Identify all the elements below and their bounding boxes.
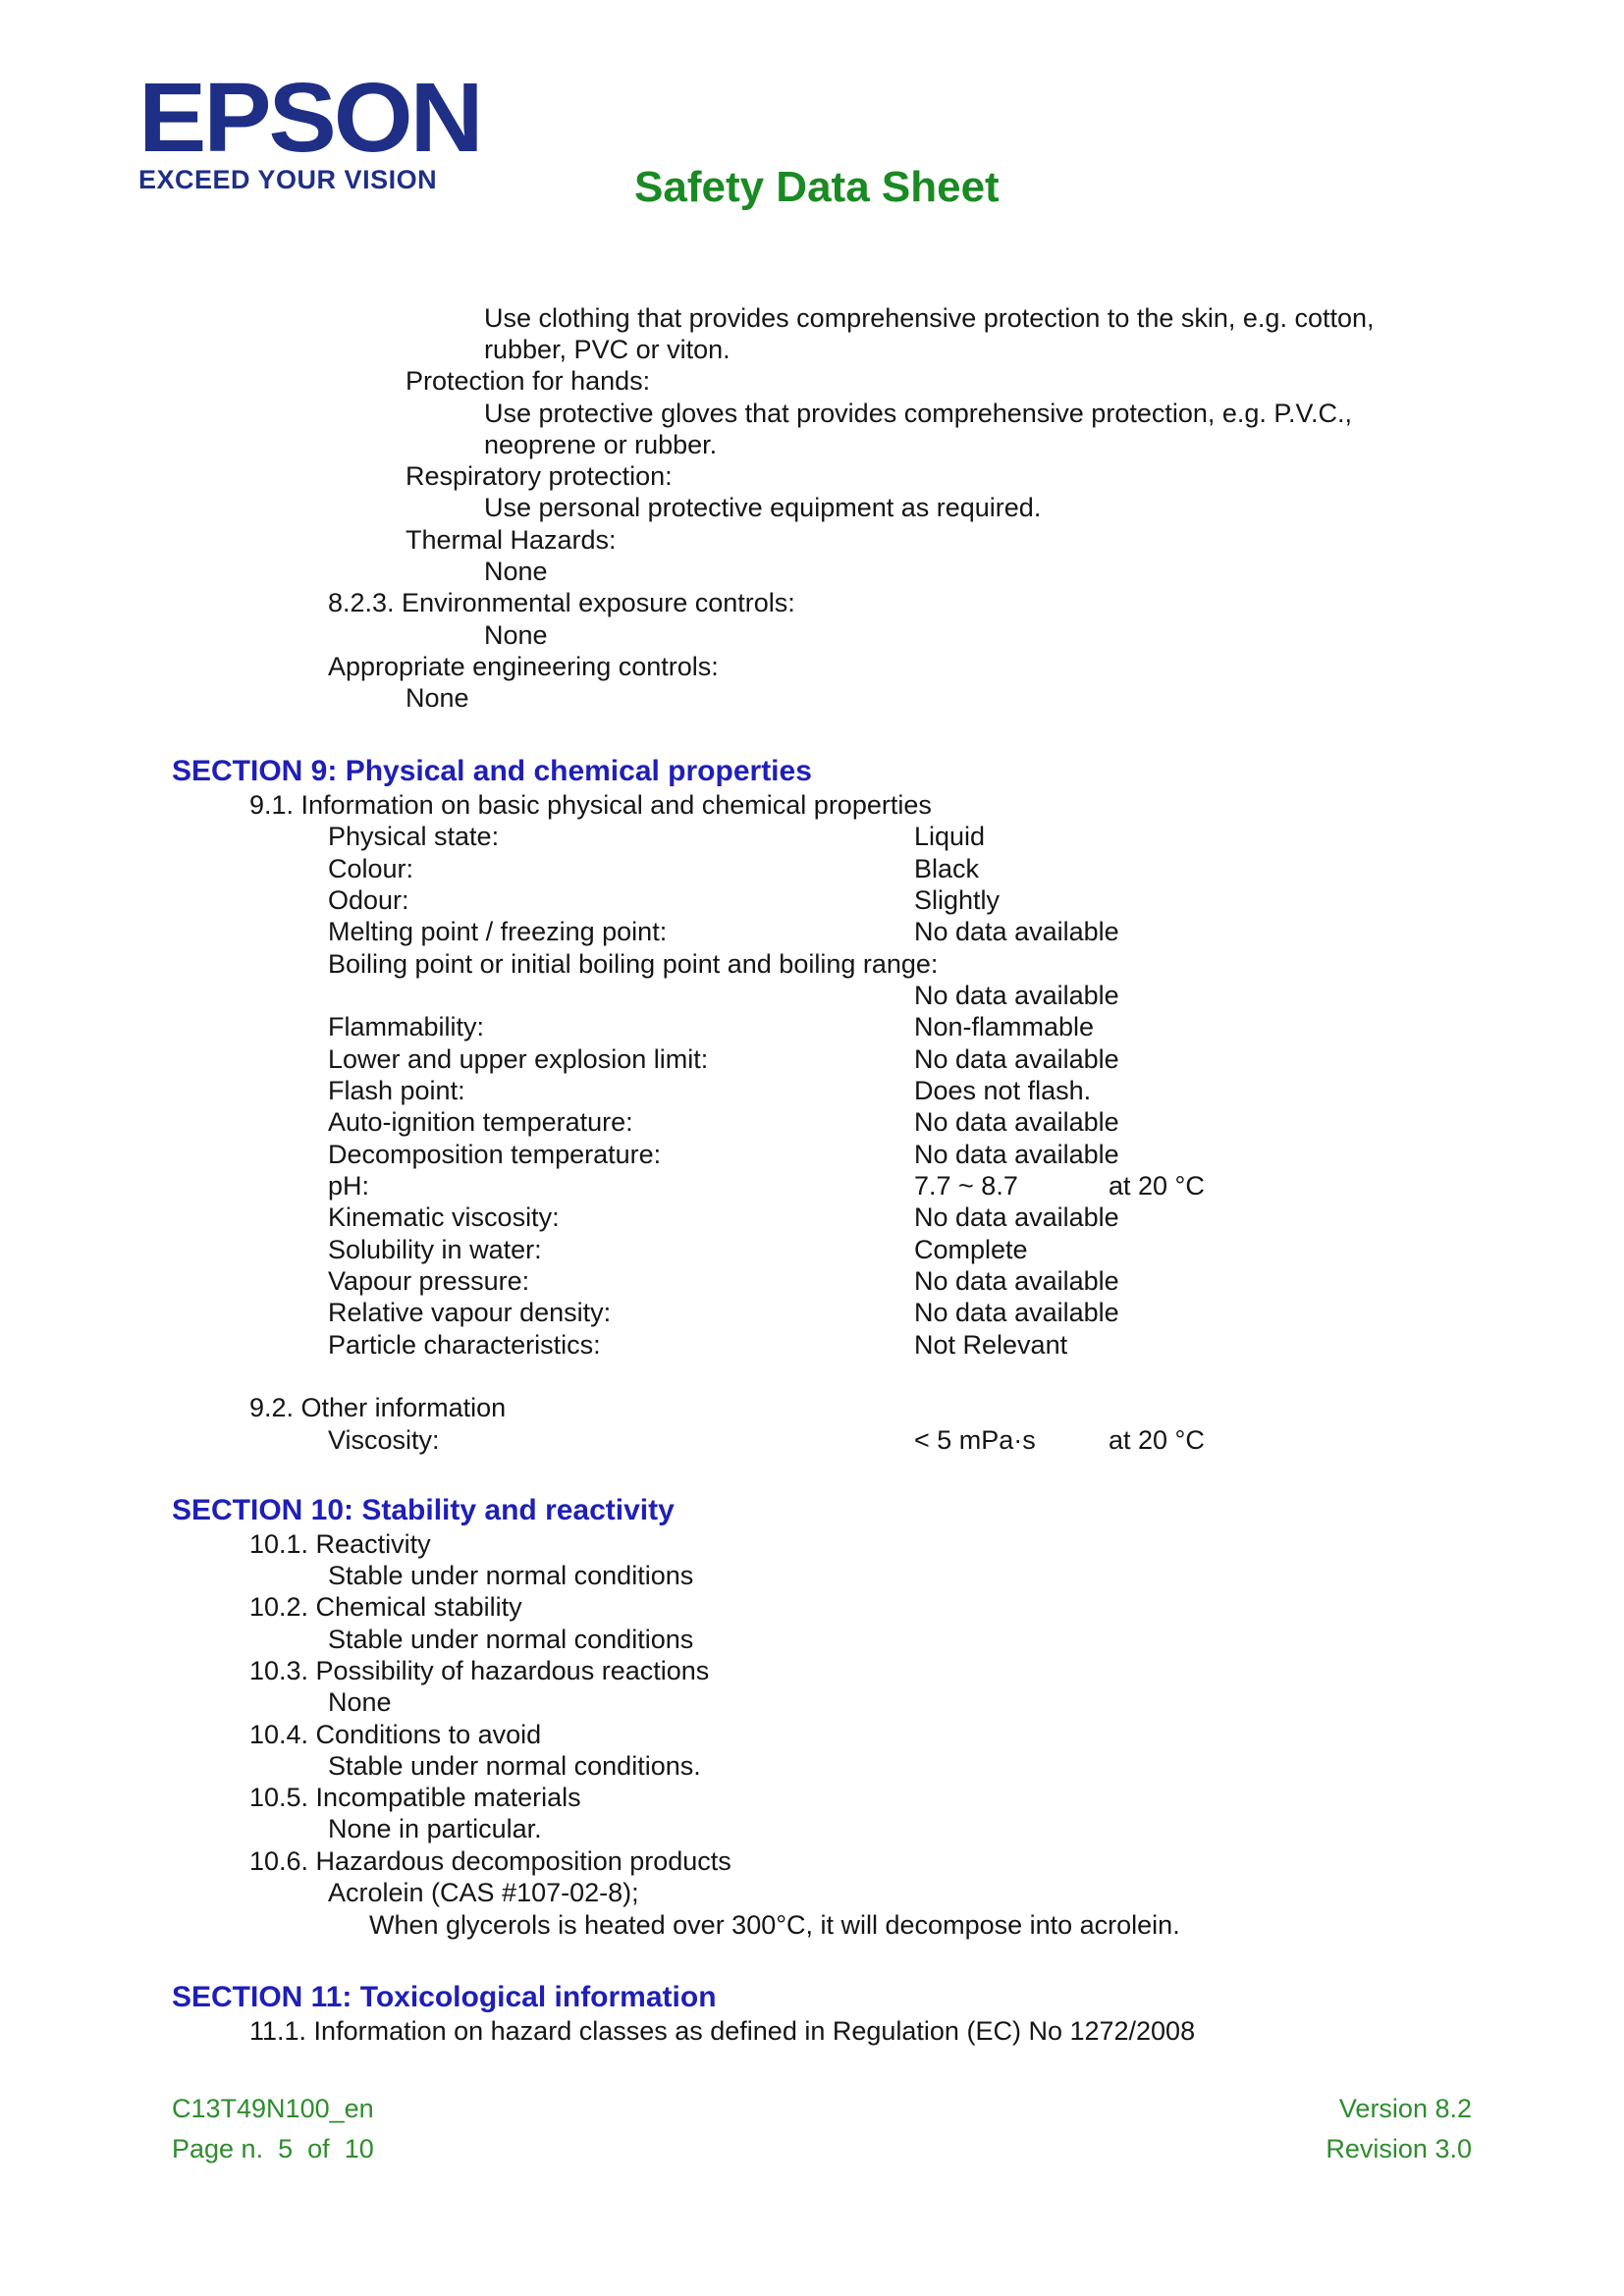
property-label: Kinematic viscosity: — [328, 1202, 560, 1232]
property-value: No data available — [914, 917, 1119, 946]
subsection-heading: 10.5. Incompatible materials — [249, 1783, 581, 1812]
property-label: Vapour pressure: — [328, 1266, 530, 1296]
hands-text-line-1: Use protective gloves that provides comprehensive protection, e.g. P.V.C., — [484, 399, 1352, 428]
property-value: Slightly — [914, 885, 1001, 915]
property-condition: at 20 °C — [1109, 1171, 1205, 1201]
decomposition-note: When glycerols is heated over 300°C, it will decompose into acrolein. — [369, 1910, 1180, 1940]
subsection-heading: 10.6. Hazardous decomposition products — [249, 1846, 731, 1876]
subsection-heading: 10.4. Conditions to avoid — [249, 1720, 542, 1749]
respiratory-protection-label: Respiratory protection: — [406, 461, 673, 491]
thermal-hazards-value: None — [484, 557, 548, 586]
subsection-heading: 10.3. Possibility of hazardous reactions — [249, 1656, 710, 1685]
property-value: Liquid — [914, 822, 986, 851]
page-number — [172, 2134, 374, 2164]
property-value: Does not flash. — [914, 1076, 1092, 1105]
page-current: 5 — [278, 2134, 294, 2163]
property-label: Decomposition temperature: — [328, 1140, 662, 1169]
viscosity-condition: at 20 °C — [1109, 1425, 1205, 1455]
subsection-text: None — [328, 1687, 392, 1717]
document-title: Safety Data Sheet — [634, 163, 1000, 211]
property-value: No data available — [914, 1202, 1119, 1232]
property-value: No data available — [914, 981, 1119, 1010]
hands-protection-label: Protection for hands: — [406, 366, 651, 396]
property-value: Complete — [914, 1235, 1028, 1264]
environmental-controls-label: 8.2.3. Environmental exposure controls: — [328, 588, 795, 617]
respiratory-protection-text: Use personal protective equipment as required. — [484, 493, 1042, 522]
subsection-text: Stable under normal conditions. — [328, 1751, 701, 1781]
version: Version 8.2 — [1338, 2094, 1472, 2123]
subsection-text: None in particular. — [328, 1814, 542, 1843]
property-label: Melting point / freezing point: — [328, 917, 668, 946]
subsection-text: Stable under normal conditions — [328, 1561, 694, 1590]
subsection-text: Stable under normal conditions — [328, 1625, 694, 1654]
subsection-text: Acrolein (CAS #107-02-8); — [328, 1878, 639, 1907]
property-label: Flammability: — [328, 1012, 485, 1041]
property-value: 7.7 ~ 8.7 — [914, 1171, 1018, 1201]
subsection-heading: 10.2. Chemical stability — [249, 1592, 522, 1622]
property-label: Solubility in water: — [328, 1235, 542, 1264]
property-value: Non-flammable — [914, 1012, 1095, 1041]
brand-tagline: EXCEED YOUR VISION — [138, 165, 438, 194]
property-label: Auto-ignition temperature: — [328, 1107, 633, 1137]
property-label: Flash point: — [328, 1076, 465, 1105]
engineering-controls-value: None — [406, 683, 469, 713]
epson-logo — [138, 63, 481, 195]
thermal-hazards-label: Thermal Hazards: — [406, 525, 617, 555]
property-value: No data available — [914, 1298, 1119, 1327]
property-value: No data available — [914, 1140, 1119, 1169]
document-code: C13T49N100_en — [172, 2094, 374, 2123]
property-label: Odour: — [328, 885, 409, 915]
property-label: Lower and upper explosion limit: — [328, 1044, 709, 1074]
property-label: Physical state: — [328, 822, 500, 851]
skin-text-line-2: rubber, PVC or viton. — [484, 335, 731, 364]
page-total: 10 — [344, 2134, 374, 2163]
section-11-heading: SECTION 11: Toxicological information — [172, 1981, 717, 2013]
hands-text-line-2: neoprene or rubber. — [484, 430, 718, 459]
property-value: Not Relevant — [914, 1330, 1068, 1360]
property-label: Colour: — [328, 854, 414, 883]
property-label: pH: — [328, 1171, 370, 1201]
property-value: No data available — [914, 1107, 1119, 1137]
brand-name: EPSON — [138, 63, 481, 173]
property-value: No data available — [914, 1266, 1119, 1296]
viscosity-value: < 5 mPa·s — [914, 1425, 1036, 1455]
environmental-controls-value: None — [484, 620, 548, 650]
property-value: Black — [914, 854, 980, 883]
property-label: Particle characteristics: — [328, 1330, 601, 1360]
section-9-2-subheading: 9.2. Other information — [249, 1393, 507, 1422]
page-prefix: Page n. — [172, 2134, 264, 2163]
property-label: Boiling point or initial boiling point and boiling range: — [328, 949, 939, 979]
section-9-heading: SECTION 9: Physical and chemical properties — [172, 755, 812, 787]
skin-text-line-1: Use clothing that provides comprehensive protection to the skin, e.g. cotton, — [484, 303, 1375, 333]
section-9-1-subheading: 9.1. Information on basic physical and chemical properties — [249, 790, 932, 820]
subsection-heading: 10.1. Reactivity — [249, 1529, 431, 1559]
section-11-1-subheading: 11.1. Information on hazard classes as defined in Regulation (EC) No 1272/2008 — [249, 2016, 1196, 2046]
page-of: of — [307, 2134, 330, 2163]
section-10-heading: SECTION 10: Stability and reactivity — [172, 1494, 675, 1526]
viscosity-label: Viscosity: — [328, 1425, 440, 1455]
property-label: Relative vapour density: — [328, 1298, 612, 1327]
revision: Revision 3.0 — [1326, 2134, 1472, 2163]
property-value: No data available — [914, 1044, 1119, 1074]
engineering-controls-label: Appropriate engineering controls: — [328, 652, 719, 681]
